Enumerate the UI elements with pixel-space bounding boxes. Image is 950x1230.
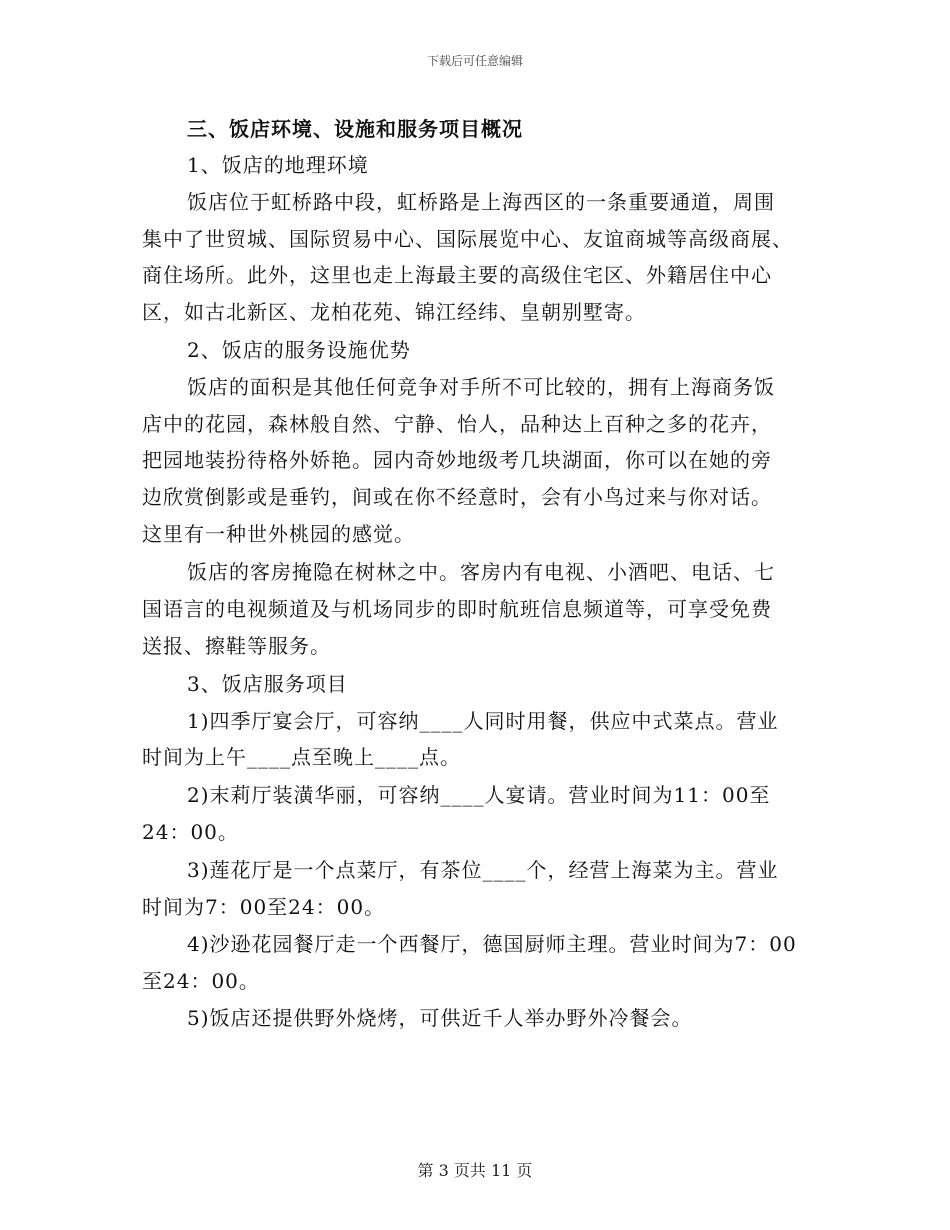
subsection-title-services: 3、饭店服务项目 bbox=[187, 672, 348, 696]
paragraph-line: 送报、擦鞋等服务。 bbox=[142, 634, 331, 658]
paragraph-line: 集中了世贸城、国际贸易中心、国际展览中心、友谊商城等高级商展、 bbox=[142, 227, 793, 251]
page-number: 第 3 页共 11 页 bbox=[417, 1161, 533, 1180]
paragraph-line: 饭店的面积是其他任何竞争对手所不可比较的，拥有上海商务饭 bbox=[187, 375, 775, 399]
service-item-line: 5)饭店还提供野外烧烤，可供近千人举办野外冷餐会。 bbox=[187, 1006, 693, 1030]
paragraph-line: 饭店的客房掩隐在树林之中。客房内有电视、小酒吧、电话、七 bbox=[187, 560, 775, 584]
section-title: 三、饭店环境、设施和服务项目概况 bbox=[187, 117, 523, 141]
subsection-title-facilities: 2、饭店的服务设施优势 bbox=[187, 338, 411, 362]
paragraph-line: 区，如古北新区、龙柏花苑、锦江经纬、皇朝别墅寄。 bbox=[142, 300, 646, 324]
paragraph-line: 饭店位于虹桥路中段，虹桥路是上海西区的一条重要通道，周围 bbox=[187, 190, 775, 214]
service-item-line: 时间为上午____点至晚上____点。 bbox=[142, 745, 461, 769]
service-item-line: 1)四季厅宴会厅，可容纳____人同时用餐，供应中式菜点。营业 bbox=[187, 709, 779, 733]
paragraph-line: 国语言的电视频道及与机场同步的即时航班信息频道等，可享受免费 bbox=[142, 597, 772, 621]
service-item-line: 时间为7：00至24：00。 bbox=[142, 895, 386, 919]
subsection-title-geography: 1、饭店的地理环境 bbox=[187, 153, 369, 177]
paragraph-line: 商住场所。此外，这里也走上海最主要的高级住宅区、外籍居住中心 bbox=[142, 263, 772, 287]
paragraph-line: 把园地装扮待格外娇艳。园内奇妙地级考几块湖面，你可以在她的旁 bbox=[142, 448, 772, 472]
service-item-line: 4)沙逊花园餐厅走一个西餐厅，德国厨师主理。营业时间为7：00 bbox=[187, 932, 797, 956]
page-header: 下载后可任意编辑 bbox=[426, 54, 523, 68]
service-item-line: 2)末莉厅装潢华丽，可容纳____人宴请。营业时间为11：00至 bbox=[187, 783, 771, 807]
paragraph-line: 边欣赏倒影或是垂钓，间或在你不经意时，会有小鸟过来与你对话。 bbox=[142, 485, 772, 509]
service-item-line: 至24：00。 bbox=[142, 969, 260, 993]
service-item-line: 3)莲花厅是一个点菜厅，有茶位____个，经营上海菜为主。营业 bbox=[187, 858, 779, 882]
service-item-line: 24：00。 bbox=[142, 820, 239, 844]
paragraph-line: 这里有一种世外桃园的感觉。 bbox=[142, 522, 415, 546]
paragraph-line: 店中的花园，森林般自然、宁静、怡人，品种达上百种之多的花卉， bbox=[142, 412, 772, 436]
